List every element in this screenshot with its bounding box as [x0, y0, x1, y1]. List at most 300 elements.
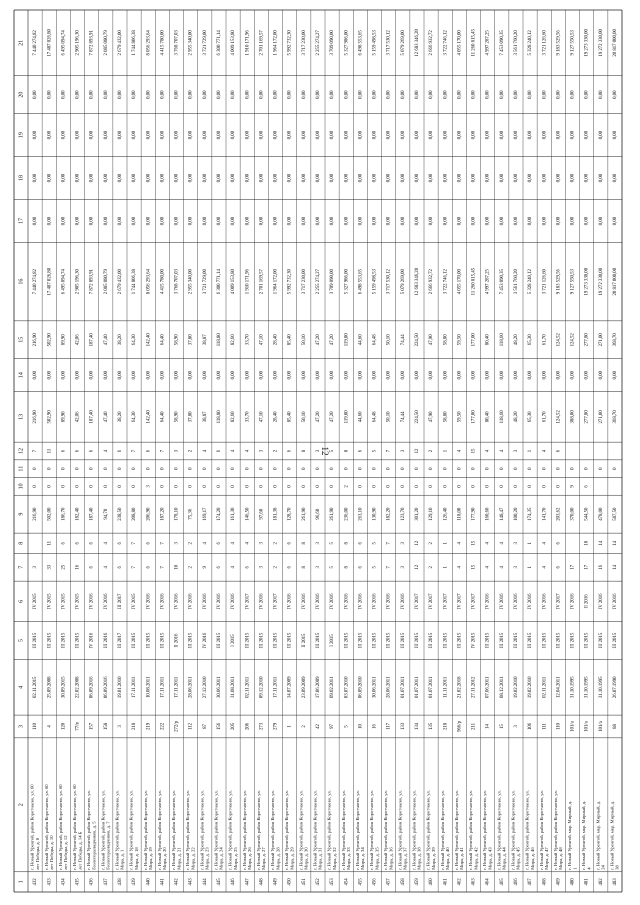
- cell-c18: 0,00: [457, 173, 463, 183]
- cell-c19: 0,00: [344, 130, 350, 140]
- cell-c11: 0: [372, 467, 378, 470]
- cell-address: г. Новый Уренгой, район Коротчаево, ул.Мира, д. 43: [482, 790, 493, 870]
- cell-n: 448: [259, 878, 265, 886]
- cell-c7: 17: [584, 564, 590, 570]
- cell-c3: 42: [316, 724, 322, 729]
- cell-address: г. Новый Уренгой, район Коротчаево, ул.Мира, д. 37: [397, 790, 408, 870]
- cell-c9: 186,70: [61, 507, 67, 521]
- cell-c16: 9 127 550,53: [570, 269, 576, 295]
- cell-c13: 50,10: [301, 411, 307, 423]
- cell-c20: 0,00: [146, 90, 152, 99]
- cell-c7: 6: [287, 566, 293, 569]
- cell-c19: 0,00: [188, 130, 194, 140]
- cell-c3: 120: [61, 722, 67, 731]
- cell-c5: III 2017: [118, 632, 124, 649]
- cell-c20: 0,00: [259, 90, 265, 99]
- cell-c10: 0: [202, 485, 208, 488]
- cell-c8: 3: [514, 542, 520, 545]
- cell-c17: 0,00: [542, 216, 548, 226]
- cell-c9: 174,20: [217, 507, 223, 521]
- cell-c18: 0,00: [372, 173, 378, 183]
- cell-c3: 10: [358, 724, 364, 729]
- cell-c15: 502,90: [47, 333, 53, 347]
- column-number: 14: [18, 372, 25, 379]
- cell-c19: 0,00: [598, 130, 604, 140]
- cell-address: г. Новый Уренгой, район Коротчаево, ул.Мира, д. 46: [524, 790, 535, 870]
- cell-c10: 0: [415, 485, 421, 488]
- cell-address: г. Новый Уренгой, район Коротчаево, ул.Мира, д. 25: [227, 790, 238, 870]
- cell-c17: 0,00: [118, 216, 124, 226]
- cell-c18: 0,00: [188, 173, 194, 183]
- cell-n: 463: [471, 878, 477, 886]
- cell-c8: 6: [89, 542, 95, 545]
- cell-c21: 12 683 346,20: [415, 29, 421, 57]
- cell-c21: 4 055 170,00: [457, 30, 463, 56]
- cell-c4: 19.01.2010: [118, 676, 124, 699]
- cell-address: г. Новый Уренгой, район Коротчаево, ул. 60лет Победы, д. 12: [58, 784, 69, 870]
- cell-c17: 0,00: [570, 216, 576, 226]
- cell-address: г. Новый Уренгой, район Коротчаево, ул.Мира, д. 35: [369, 790, 380, 870]
- cell-c12: 6: [556, 449, 562, 453]
- cell-c12: 7: [160, 449, 166, 453]
- cell-c16: 12 683 346,20: [415, 267, 421, 296]
- cell-c10: 0: [443, 485, 449, 488]
- cell-n: 446: [231, 878, 237, 886]
- cell-c10: 0: [499, 485, 505, 488]
- cell-c6: IV 2017: [471, 593, 477, 610]
- cell-c8: 18: [584, 540, 590, 546]
- cell-c10: 0: [89, 485, 95, 488]
- cell-n: 443: [188, 878, 194, 886]
- cell-c5: III 2015: [528, 632, 534, 649]
- cell-c5: IV 2015: [471, 632, 477, 649]
- cell-n: 458: [400, 878, 406, 886]
- cell-c13: 82,60: [231, 411, 237, 423]
- cell-c6: IV 2016: [259, 593, 265, 610]
- cell-c15: 85,40: [287, 334, 293, 346]
- cell-c16: 2 701 169,57: [259, 269, 265, 295]
- cell-c7: 4: [231, 566, 237, 569]
- cell-c10: 0: [273, 485, 279, 488]
- cell-c3: 106: [528, 722, 534, 731]
- cell-c9: 263,10: [358, 507, 364, 521]
- cell-c20: 0,00: [75, 90, 81, 99]
- cell-address: г. Новый Уренгой, район Коротчаево, ул.Мира, д. 41: [454, 790, 465, 870]
- cell-c14: 0,00: [231, 370, 237, 380]
- cell-c14: 0,00: [528, 370, 534, 380]
- cell-c21: 3 717 530,12: [386, 30, 392, 56]
- cell-c3: 3: [514, 725, 520, 728]
- cell-address: г. Новый Уренгой, район Коротчаево, ул. 60лет Победы, д. 10: [43, 784, 55, 870]
- cell-n: 483: [613, 878, 619, 886]
- cell-c11: 0: [514, 467, 520, 470]
- cell-c14: 0,00: [103, 370, 109, 380]
- cell-c19: 0,00: [61, 130, 67, 140]
- cell-c17: 0,00: [47, 216, 53, 226]
- cell-c21: 5 159 498,53: [372, 30, 378, 56]
- cell-c18: 0,00: [61, 173, 67, 183]
- cell-c7: 4: [457, 566, 463, 569]
- cell-address: г. Новый Уренгой, район Коротчаево, ул.Мира, д. 26: [241, 790, 253, 870]
- cell-c5: III 2015: [33, 632, 39, 649]
- cell-c20: 0,00: [570, 90, 576, 99]
- cell-c6: IV 2017: [273, 593, 279, 610]
- cell-c13: 48,20: [514, 411, 520, 423]
- cell-c8: 4: [245, 542, 251, 545]
- cell-c12: 6: [75, 449, 81, 453]
- cell-c7: 3: [316, 566, 322, 569]
- cell-c16: 3 721 126,60: [542, 269, 548, 295]
- cell-c19: 0,00: [118, 130, 124, 140]
- cell-c6: IV 2016: [89, 593, 95, 610]
- cell-c8: 2: [273, 542, 279, 545]
- cell-c5: III 2015: [217, 632, 223, 649]
- cell-c20: 0,00: [61, 90, 67, 99]
- cell-c18: 0,00: [542, 173, 548, 183]
- cell-c3: 211: [471, 722, 477, 730]
- cell-c6: IV 2016: [358, 593, 364, 610]
- cell-c3: 272/р: [174, 720, 180, 732]
- cell-c11: 0: [415, 467, 421, 470]
- cell-c6: IV 2016: [316, 593, 322, 610]
- cell-c15: 48,20: [514, 334, 520, 346]
- cell-c7: 10: [174, 564, 180, 570]
- cell-c11: 0: [89, 467, 95, 470]
- cell-c21: 3 709 090,00: [330, 30, 336, 56]
- cell-c15: 277,80: [584, 333, 590, 347]
- cell-c11: 0: [443, 467, 449, 470]
- cell-n: 438: [118, 878, 124, 886]
- cell-c5: II 2015: [301, 633, 307, 648]
- cell-c20: 0,00: [89, 90, 95, 99]
- cell-c6: IV 2017: [556, 593, 562, 610]
- column-number: 18: [18, 175, 25, 182]
- cell-c18: 0,00: [245, 173, 251, 183]
- cell-c18: 0,00: [330, 173, 336, 183]
- cell-c7: 25: [61, 564, 67, 570]
- cell-c14: 0,00: [400, 370, 406, 380]
- cell-c21: 17 487 026,80: [47, 29, 53, 57]
- cell-c10: 0: [485, 485, 491, 488]
- cell-n: 433: [47, 878, 53, 886]
- cell-c4: 19.02.2010: [514, 676, 520, 699]
- cell-c6: IV 2017: [415, 593, 421, 610]
- cell-c13: 85,40: [287, 411, 293, 423]
- cell-c21: 4 415 780,00: [160, 30, 166, 56]
- cell-c16: 2 255 274,27: [316, 269, 322, 295]
- cell-c14: 0,00: [118, 370, 124, 380]
- cell-c10: 0: [358, 485, 364, 488]
- cell-c5: III 2015: [485, 632, 491, 649]
- cell-c17: 0,00: [61, 216, 67, 226]
- cell-c3: 218: [443, 722, 449, 731]
- cell-c6: IV 2016: [160, 593, 166, 610]
- cell-c3: 5: [344, 725, 350, 728]
- cell-c10: 6: [584, 485, 590, 488]
- cell-c17: 0,00: [202, 216, 208, 226]
- cell-address: г. Новый Уренгой, район Коротчаево, ул.Мира, д. 22: [185, 790, 196, 870]
- cell-c8: 3: [316, 542, 322, 545]
- cell-c4: 14.07.2009: [287, 676, 293, 699]
- cell-c10: 0: [301, 485, 307, 488]
- cell-c18: 0,00: [570, 173, 576, 183]
- cell-c4: 26.07.1990: [613, 676, 619, 699]
- cell-c15: 47,20: [330, 334, 336, 346]
- cell-c3: 101/а: [598, 721, 604, 732]
- cell-c3: 4: [47, 725, 53, 728]
- cell-c15: 59,50: [457, 334, 463, 346]
- cell-c15: 33,70: [245, 334, 251, 346]
- cell-c15: 80,40: [485, 334, 491, 346]
- cell-c3: 222: [160, 722, 166, 731]
- cell-c10: 0: [33, 485, 39, 488]
- cell-c15: 61,70: [542, 334, 548, 346]
- cell-c17: 0,00: [174, 216, 180, 226]
- cell-c7: 3: [259, 566, 265, 569]
- cell-c7: 4: [103, 566, 109, 569]
- cell-c14: 0,00: [89, 370, 95, 380]
- cell-c11: 0: [273, 467, 279, 470]
- cell-c7: 8: [301, 566, 307, 569]
- cell-c8: 2: [188, 542, 194, 545]
- cell-c14: 0,00: [485, 370, 491, 380]
- cell-c17: 0,00: [514, 216, 520, 226]
- cell-c3: 14: [485, 724, 491, 729]
- cell-c16: 6 300 771,14: [217, 269, 223, 295]
- cell-c7: 1: [528, 566, 534, 569]
- cell-c8: 4: [457, 542, 463, 545]
- cell-c12: 2: [429, 449, 435, 453]
- column-number: 5: [18, 639, 25, 643]
- cell-c4: 17.11.2011: [132, 676, 138, 698]
- cell-c20: 0,00: [287, 90, 293, 99]
- cell-c13: 187,40: [89, 410, 95, 424]
- cell-c9: 236,00: [344, 507, 350, 521]
- cell-c19: 0,00: [330, 130, 336, 140]
- cell-c3: 77/в: [75, 722, 81, 731]
- column-number: 10: [18, 483, 25, 490]
- cell-c4: 27.12.2010: [202, 676, 208, 699]
- cell-c16: 2 679 432,00: [118, 269, 124, 295]
- cell-c8: 5: [330, 542, 336, 545]
- cell-c15: 38,20: [118, 334, 124, 346]
- cell-c11: 0: [344, 467, 350, 470]
- cell-c14: 0,00: [344, 370, 350, 380]
- cell-c5: III 2015: [259, 632, 265, 649]
- cell-c17: 0,00: [613, 216, 619, 226]
- cell-c13: 61,70: [542, 411, 548, 423]
- cell-c6: IV 2015: [75, 593, 81, 610]
- cell-c3: 966/р: [457, 720, 463, 732]
- cell-c9: 502,00: [47, 507, 53, 521]
- cell-c21: 5 992 732,30: [287, 30, 293, 56]
- cell-address: г. Новый Уренгой, район Коротчаево, ул.Мира, д. 47: [538, 790, 550, 870]
- cell-c4: 23.09.2009: [301, 676, 307, 699]
- cell-c8: 6: [61, 542, 67, 545]
- column-number: 1: [18, 880, 25, 884]
- cell-c8: 6: [146, 542, 152, 545]
- cell-c18: 0,00: [75, 173, 81, 183]
- cell-address: г. Новый Уренгой, район Коротчаево, ул.Мира, д. 19: [142, 790, 154, 870]
- cell-c4: 06.09.2016: [103, 676, 109, 699]
- cell-c5: IV 2016: [202, 632, 208, 649]
- cell-c12: 1: [443, 449, 449, 453]
- cell-c5: III 2015: [584, 632, 590, 649]
- cell-address: г. Новый Уренгой, район Коротчаево, ул.Мира, д. 40: [439, 790, 451, 870]
- cell-c19: 0,00: [528, 130, 534, 140]
- cell-c12: 8: [344, 449, 350, 453]
- column-number: 8: [18, 541, 25, 545]
- cell-c19: 0,00: [231, 130, 237, 140]
- cell-c12: 2: [273, 449, 279, 453]
- cell-c16: 4 009 153,80: [231, 269, 237, 295]
- cell-c3: 219: [146, 722, 152, 731]
- cell-c16: 5 327 986,00: [344, 269, 350, 295]
- cell-c15: 124,52: [556, 333, 562, 347]
- cell-c21: 6 300 771,14: [217, 30, 223, 56]
- cell-c8: 3: [259, 542, 265, 545]
- column-number: 15: [18, 336, 25, 343]
- cell-c5: III 2015: [372, 632, 378, 649]
- cell-c16: 8 056 293,64: [146, 269, 152, 295]
- cell-c5: III 2015: [358, 632, 364, 649]
- cell-n: 460: [429, 878, 435, 886]
- cell-c20: 0,00: [132, 90, 138, 99]
- cell-n: 462: [457, 878, 463, 886]
- cell-c21: 9 127 550,53: [570, 30, 576, 56]
- cell-c13: 28,40: [273, 411, 279, 423]
- cell-c10: 0: [160, 485, 166, 488]
- cell-c21: 1 964 172,00: [273, 30, 279, 56]
- cell-c11: 0: [132, 467, 138, 470]
- cell-c11: 0: [301, 467, 307, 470]
- column-number: 2: [18, 803, 25, 807]
- cell-n: 434: [61, 878, 67, 886]
- cell-c16: 5 328 240,12: [528, 269, 534, 295]
- cell-c7: 3: [514, 566, 520, 569]
- cell-c20: 0,00: [372, 90, 378, 99]
- cell-c19: 0,00: [259, 130, 265, 140]
- cell-c11: 0: [471, 467, 477, 470]
- cell-c17: 0,00: [443, 216, 449, 226]
- cell-c13: 47,40: [103, 411, 109, 423]
- cell-c12: 4: [499, 449, 505, 453]
- cell-c12: 6: [358, 449, 364, 453]
- cell-c11: 0: [598, 467, 604, 470]
- cell-c15: 47,40: [103, 334, 109, 346]
- cell-c14: 0,00: [301, 370, 307, 380]
- cell-c16: 3 561 760,20: [514, 269, 520, 295]
- cell-c4: 17.11.2011: [160, 676, 166, 698]
- cell-c4: 06.09.2010: [358, 676, 364, 699]
- cell-c10: 0: [118, 485, 124, 488]
- cell-c16: 17 487 026,80: [47, 267, 53, 296]
- cell-c4: 10.08.2011: [146, 676, 152, 699]
- cell-c8: 5: [372, 542, 378, 545]
- cell-c14: 0,00: [429, 370, 435, 380]
- cell-c11: 0: [33, 467, 39, 470]
- cell-c13: 80,40: [485, 411, 491, 423]
- cell-c16: 11 260 815,45: [471, 267, 477, 296]
- cell-c14: 0,00: [457, 370, 463, 380]
- cell-c12: 3: [400, 449, 406, 453]
- cell-c9: 206,90: [146, 507, 152, 521]
- cell-c8: 2: [429, 542, 435, 545]
- cell-c10: 0: [386, 485, 392, 488]
- cell-c3: 134: [415, 722, 421, 731]
- cell-c5: III 2015: [61, 632, 67, 649]
- cell-c7: 6: [146, 566, 152, 569]
- cell-c8: 11: [47, 540, 53, 546]
- cell-c12: 4: [485, 449, 491, 453]
- cell-c7: 16: [75, 564, 81, 570]
- cell-c15: 47,90: [429, 334, 435, 346]
- cell-n: 440: [146, 878, 152, 886]
- cell-c19: 0,00: [471, 130, 477, 140]
- cell-c17: 0,00: [415, 216, 421, 226]
- cell-c13: 44,60: [358, 411, 364, 423]
- cell-c19: 0,00: [146, 130, 152, 140]
- cell-c5: III 2015: [613, 632, 619, 649]
- cell-c13: 271,00: [598, 410, 604, 424]
- cell-address: г. Новый Уренгой, район Коротчаево, ул.Мира, д. 48: [553, 790, 564, 870]
- cell-c4: 30.09.2015: [61, 676, 67, 699]
- cell-c16: 1 910 171,96: [245, 269, 251, 295]
- cell-c17: 0,00: [429, 216, 435, 226]
- cell-n: 432: [33, 878, 39, 886]
- cell-c8: 3: [174, 542, 180, 545]
- cell-c13: 142,40: [146, 410, 152, 424]
- cell-c4: 31.10.1995: [570, 676, 576, 699]
- cell-c14: 0,00: [174, 370, 180, 380]
- cell-c4: 30.06.2011: [217, 676, 223, 699]
- cell-c9: 94,70: [103, 508, 109, 520]
- cell-n: 461: [443, 878, 449, 886]
- cell-c13: 502,90: [47, 410, 53, 424]
- cell-c12: 6: [118, 449, 124, 453]
- cell-c20: 0,00: [400, 90, 406, 99]
- cell-c11: 0: [188, 467, 194, 470]
- cell-c12: 8: [301, 449, 307, 453]
- cell-c17: 0,00: [598, 216, 604, 226]
- cell-c18: 0,00: [287, 173, 293, 183]
- cell-c6: IV 2016: [400, 593, 406, 610]
- cell-c3: 101/а: [584, 721, 590, 732]
- cell-c10: 0: [47, 485, 53, 488]
- cell-n: 450: [287, 878, 293, 886]
- cell-c21: 19 272 330,00: [598, 29, 604, 57]
- cell-c15: 177,00: [471, 333, 477, 347]
- cell-c7: 2: [188, 566, 194, 569]
- cell-c5: III 2015: [386, 632, 392, 649]
- cell-c10: 0: [528, 485, 534, 488]
- cell-c13: 58,80: [443, 411, 449, 423]
- cell-c20: 0,00: [556, 90, 562, 99]
- cell-c6: IV 2016: [217, 593, 223, 610]
- cell-c11: 0: [202, 467, 208, 470]
- cell-c9: 261,90: [330, 507, 336, 521]
- cell-address: г. Новый Уренгой, район Коротчаево, ул.Мира, д. 27: [256, 790, 267, 870]
- cell-c11: 0: [556, 467, 562, 470]
- cell-c13: 224,50: [415, 410, 421, 424]
- cell-c12: 3: [316, 449, 322, 453]
- cell-c21: 2 701 169,57: [259, 30, 265, 56]
- cell-c13: 119,00: [344, 410, 350, 424]
- cell-c6: IV 2016: [372, 593, 378, 610]
- cell-c21: 2 905 196,30: [75, 30, 81, 56]
- cell-address: г. Новый Уренгой, район Коротчаево, ул.Мира, д. 30: [298, 790, 309, 870]
- cell-c12: 3: [514, 449, 520, 453]
